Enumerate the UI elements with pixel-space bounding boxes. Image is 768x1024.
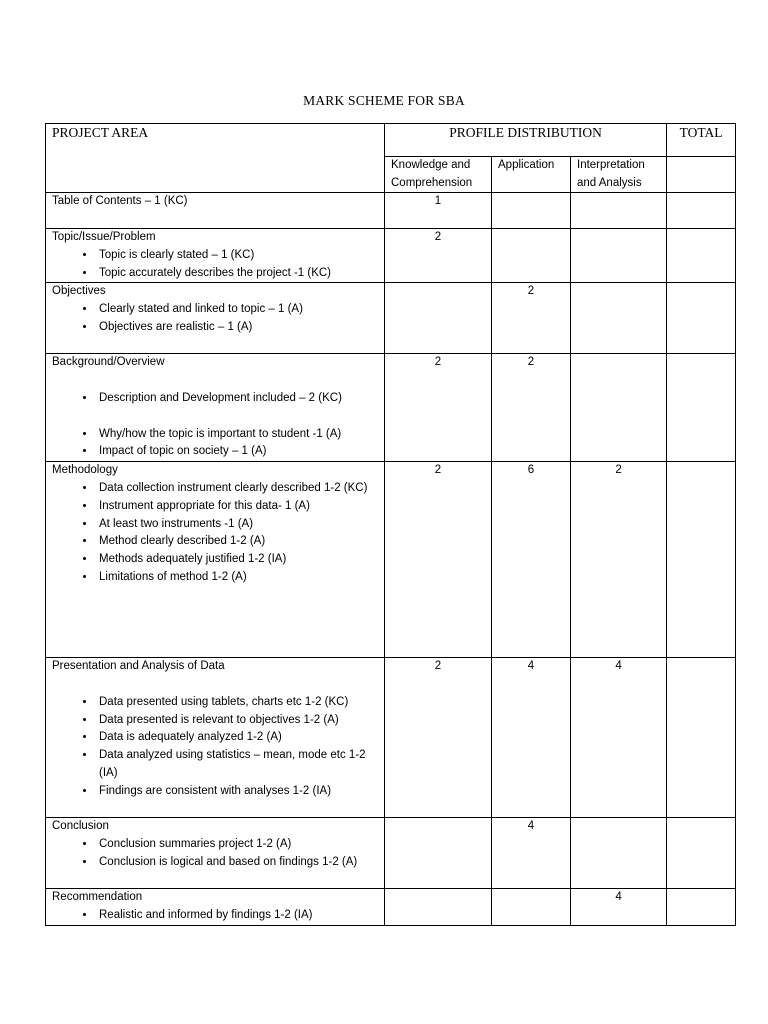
total-cell xyxy=(667,462,736,658)
kc-cell xyxy=(385,818,492,889)
kc-cell xyxy=(385,193,492,229)
kc-score: 1 xyxy=(434,195,442,207)
document-title: MARK SCHEME FOR SBA xyxy=(303,93,465,108)
ia-cell xyxy=(571,658,667,818)
criteria-item: • Data presented is relevant to objectives 1-2 (A) xyxy=(96,712,378,730)
criteria-item: • At least two instruments -1 (A) xyxy=(96,516,378,534)
kc-cell xyxy=(385,658,492,818)
section-title: Background/Overview xyxy=(52,356,165,369)
kc-cell xyxy=(385,283,492,354)
application-cell xyxy=(492,283,571,354)
criteria-item: • Data presented using tablets, charts etc 1-2 (KC) xyxy=(96,694,378,712)
total-cell xyxy=(667,658,736,818)
application-score: 6 xyxy=(527,464,535,477)
profile-distribution-header: PROFILE DISTRIBUTION xyxy=(385,124,667,157)
application-cell xyxy=(492,462,571,658)
total-cell xyxy=(667,354,736,462)
criteria-item: • Methods adequately justified 1-2 (IA) xyxy=(96,551,378,569)
criteria-item: • Data is adequately analyzed 1-2 (A) xyxy=(96,729,378,747)
kc-score: 2 xyxy=(434,356,442,369)
criteria-list xyxy=(52,907,378,925)
criteria-item: • Realistic and informed by findings 1-2 (IA) xyxy=(96,907,378,925)
ia-cell xyxy=(571,462,667,658)
total-subheader-cell xyxy=(667,157,736,193)
criteria-item: • Impact of topic on society – 1 (A) xyxy=(96,443,378,461)
project-area-cell xyxy=(46,818,385,889)
section-title: Objectives xyxy=(52,285,106,298)
criteria-item: • Description and Development included – 2 (KC) xyxy=(96,390,378,408)
kc-score: 2 xyxy=(434,660,442,673)
application-score: 2 xyxy=(527,285,535,298)
kc-header: Knowledge and Comprehension xyxy=(385,157,492,193)
section-title: Topic/Issue/Problem xyxy=(52,231,156,243)
application-cell xyxy=(492,818,571,889)
application-cell xyxy=(492,354,571,462)
table-row xyxy=(46,229,736,283)
ia-cell xyxy=(571,889,667,926)
criteria-item: • Data analyzed using statistics – mean, mode etc 1-2 (IA) xyxy=(96,747,378,783)
criteria-list xyxy=(52,836,378,872)
header-row xyxy=(46,124,736,157)
application-cell xyxy=(492,658,571,818)
criteria-item: • Data collection instrument clearly described 1-2 (KC) xyxy=(96,480,378,498)
criteria-list xyxy=(52,480,378,587)
section-title: Recommendation xyxy=(52,891,143,904)
criteria-list xyxy=(52,426,378,462)
application-header: Application xyxy=(492,157,571,193)
ia-cell xyxy=(571,818,667,889)
criteria-item: • Objectives are realistic – 1 (A) xyxy=(96,319,378,337)
application-cell xyxy=(492,889,571,926)
section-title: Table of Contents – 1 (KC) xyxy=(52,195,188,207)
ia-cell xyxy=(571,283,667,354)
section-title: Conclusion xyxy=(52,820,109,833)
criteria-item: • Method clearly described 1-2 (A) xyxy=(96,533,378,551)
project-area-cell xyxy=(46,354,385,462)
application-score: 4 xyxy=(527,660,535,673)
ia-score: 4 xyxy=(615,660,622,673)
project-area-cell xyxy=(46,462,385,658)
project-area-cell xyxy=(46,283,385,354)
ia-cell xyxy=(571,193,667,229)
project-area-cell xyxy=(46,889,385,926)
kc-cell xyxy=(385,462,492,658)
ia-header: Interpretation and Analysis xyxy=(571,157,667,193)
kc-score: 2 xyxy=(434,231,442,243)
table-row xyxy=(46,354,736,462)
total-cell xyxy=(667,889,736,926)
criteria-list xyxy=(52,247,378,283)
project-area-cell xyxy=(46,229,385,283)
project-area-cell xyxy=(46,658,385,818)
table-row xyxy=(46,462,736,658)
criteria-list xyxy=(52,301,378,337)
criteria-list xyxy=(52,694,378,801)
ia-cell xyxy=(571,354,667,462)
criteria-list xyxy=(52,390,378,408)
criteria-item: • Instrument appropriate for this data- 1 (A) xyxy=(96,498,378,516)
ia-score: 4 xyxy=(615,891,622,904)
table-row xyxy=(46,818,736,889)
kc-cell xyxy=(385,229,492,283)
total-header: TOTAL xyxy=(667,124,736,157)
criteria-item: • Topic is clearly stated – 1 (KC) xyxy=(96,247,378,265)
project-area-cell xyxy=(46,193,385,229)
criteria-item: • Conclusion is logical and based on findings 1-2 (A) xyxy=(96,854,378,872)
total-cell xyxy=(667,283,736,354)
table-row xyxy=(46,193,736,229)
kc-cell xyxy=(385,354,492,462)
ia-score: 2 xyxy=(615,464,622,477)
table-row xyxy=(46,658,736,818)
application-cell xyxy=(492,193,571,229)
mark-scheme-table xyxy=(45,123,736,926)
total-cell xyxy=(667,229,736,283)
section-title: Methodology xyxy=(52,464,118,477)
criteria-item: • Clearly stated and linked to topic – 1 (A) xyxy=(96,301,378,319)
kc-score: 2 xyxy=(434,464,442,477)
total-cell xyxy=(667,818,736,889)
application-cell xyxy=(492,229,571,283)
criteria-item: • Limitations of method 1-2 (A) xyxy=(96,569,378,587)
criteria-item: • Topic accurately describes the project -1 (KC) xyxy=(96,265,378,283)
table-row xyxy=(46,283,736,354)
criteria-item: • Conclusion summaries project 1-2 (A) xyxy=(96,836,378,854)
kc-cell xyxy=(385,889,492,926)
project-area-header: PROJECT AREA xyxy=(46,124,385,193)
section-title: Presentation and Analysis of Data xyxy=(52,660,225,673)
criteria-item: • Why/how the topic is important to student -1 (A) xyxy=(96,426,378,444)
ia-cell xyxy=(571,229,667,283)
application-score: 4 xyxy=(527,820,535,833)
total-cell xyxy=(667,193,736,229)
table-row xyxy=(46,889,736,926)
criteria-item: • Findings are consistent with analyses 1-2 (IA) xyxy=(96,783,378,801)
application-score: 2 xyxy=(527,356,535,369)
